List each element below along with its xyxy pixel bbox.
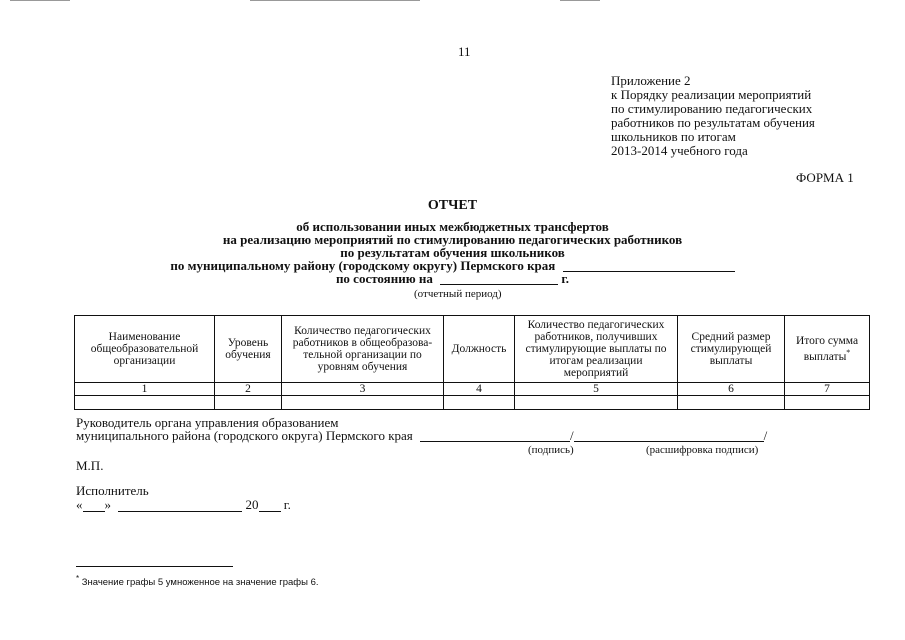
- subtitle-line: г.: [561, 271, 570, 286]
- appendix-line: Приложение 2: [611, 73, 691, 88]
- year-suffix: г.: [283, 497, 291, 512]
- table-cell[interactable]: [444, 396, 515, 410]
- report-table: [74, 315, 870, 410]
- table-cell[interactable]: [75, 396, 215, 410]
- year-prefix: 20: [245, 497, 259, 512]
- table-row-column-numbers: [75, 383, 870, 396]
- year-blank-field[interactable]: [259, 499, 281, 512]
- form-label: ФОРМА 1: [796, 170, 854, 185]
- month-blank-field[interactable]: [118, 499, 242, 512]
- table-cell[interactable]: [282, 396, 444, 410]
- table-header-cell: [785, 316, 870, 383]
- subtitle-line: по состоянию на: [335, 271, 433, 286]
- footnote: [76, 574, 319, 588]
- column-number-cell: 7: [785, 383, 870, 396]
- scan-edge-mark: [250, 0, 420, 1]
- subtitle-line: на реализацию мероприятий по стимулированию педагогических работников: [222, 232, 683, 247]
- signature-line: муниципального района (городского округа) Пермского края: [76, 428, 413, 443]
- column-number-cell: 6: [678, 383, 785, 396]
- decoding-blank-field[interactable]: [574, 429, 764, 442]
- decoding-hint: (расшифровка подписи): [646, 444, 759, 456]
- signature-line-with-fields: [76, 429, 767, 442]
- subtitle-line: по муниципальному району (городскому округу) Пермского края: [170, 258, 556, 273]
- column-number-cell: 1: [75, 383, 215, 396]
- column-number-cell: 4: [444, 383, 515, 396]
- day-blank-field[interactable]: [83, 499, 105, 512]
- scan-edge-mark: [10, 0, 70, 1]
- table-header-cell: Количество педагогических работников, получивших стимулирующие выплаты по итогам реализации мероприятий: [515, 316, 678, 383]
- table-header-cell: Уровень обучения: [215, 316, 282, 383]
- signature-line: Руководитель органа управления образованием: [76, 415, 339, 430]
- table-header-cell: Должность: [444, 316, 515, 383]
- appendix-line: работников по результатам обучения: [611, 115, 815, 130]
- date-blank-field[interactable]: [440, 272, 558, 285]
- table-cell[interactable]: [515, 396, 678, 410]
- signature-hint: (подпись): [528, 444, 574, 456]
- table-header-row: [75, 316, 870, 383]
- separator-slash: /: [570, 428, 574, 443]
- executor-block: [76, 484, 291, 512]
- appendix-line: по стимулированию педагогических: [611, 101, 813, 116]
- signature-blank-field[interactable]: [420, 429, 570, 442]
- appendix-block: [611, 74, 815, 158]
- signature-block: [76, 416, 767, 442]
- scan-edge-mark: [560, 0, 600, 1]
- table-cell[interactable]: [785, 396, 870, 410]
- footnote-text: Значение графы 5 умноженное на значение графы 6.: [81, 577, 319, 589]
- separator-slash: /: [763, 428, 768, 443]
- table-header-cell: Средний размер стимулирующей выплаты: [678, 316, 785, 383]
- column-number-cell: 5: [515, 383, 678, 396]
- executor-date-line: [76, 498, 291, 512]
- date-quote: «: [76, 497, 83, 512]
- appendix-line: к Порядку реализации мероприятий: [611, 87, 812, 102]
- table-cell[interactable]: [678, 396, 785, 410]
- appendix-line: 2013-2014 учебного года: [611, 143, 748, 158]
- report-title: ОТЧЕТ: [427, 198, 478, 213]
- period-hint: (отчетный период): [414, 288, 502, 300]
- footnote-mark: *: [76, 574, 80, 583]
- appendix-line: школьников по итогам: [611, 129, 736, 144]
- table-cell[interactable]: [215, 396, 282, 410]
- table-header-cell: Количество педагогических работников в общеобразова-тельной организации по уровням обучения: [282, 316, 444, 383]
- date-quote: »: [104, 497, 111, 512]
- subtitle-line: об использовании иных межбюджетных трансфертов: [296, 219, 609, 234]
- subtitle-line-district: [0, 259, 905, 272]
- footnote-mark: *: [846, 348, 851, 358]
- stamp-label: М.П.: [76, 458, 104, 473]
- table-row-empty: [75, 396, 870, 410]
- report-subtitle: [0, 220, 905, 285]
- column-number-cell: 2: [215, 383, 282, 396]
- header-text: Итого сумма выплаты: [795, 335, 859, 363]
- table-header-cell: Наименование общеобразовательной организации: [75, 316, 215, 383]
- column-number-cell: 3: [282, 383, 444, 396]
- executor-label: Исполнитель: [76, 483, 149, 498]
- subtitle-line-date: [0, 272, 905, 285]
- subtitle-line: по результатам обучения школьников: [340, 245, 565, 260]
- footnote-divider: [76, 566, 233, 567]
- page-number: 11: [458, 44, 471, 59]
- district-blank-field[interactable]: [563, 259, 735, 272]
